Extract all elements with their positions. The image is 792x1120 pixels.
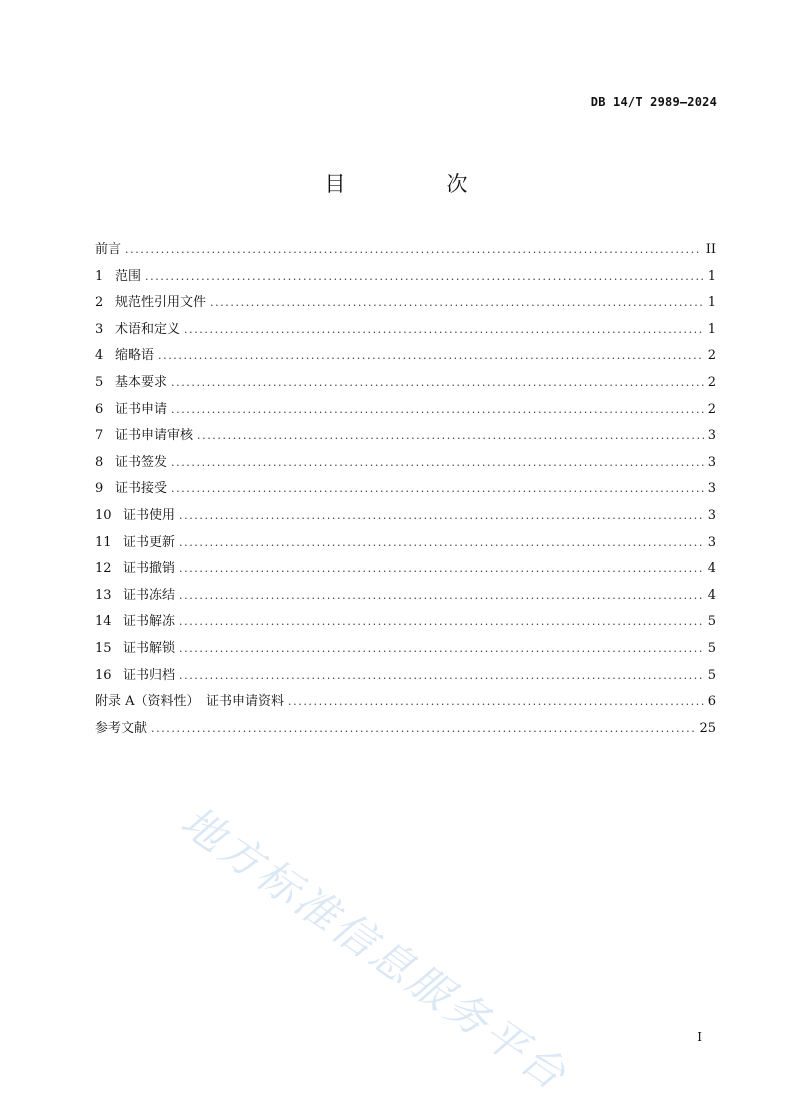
toc-entry-3[interactable] xyxy=(95,318,716,345)
toc-entry-number: 4 xyxy=(95,348,104,364)
toc-entry-page: 3 xyxy=(707,454,716,470)
toc-dot-leader xyxy=(171,403,704,416)
toc-dot-leader xyxy=(179,615,704,628)
toc-entry-6[interactable] xyxy=(95,398,716,425)
toc-dot-leader xyxy=(171,376,704,389)
toc-dot-leader xyxy=(210,296,704,309)
toc-entry-number: 3 xyxy=(95,321,104,337)
toc-entry-appendix-a[interactable] xyxy=(95,690,716,717)
toc-entry-page: 1 xyxy=(707,321,716,337)
toc-entry-label: 基本要求 xyxy=(115,374,168,390)
toc-dot-leader xyxy=(125,243,702,256)
toc-entry-label: 缩略语 xyxy=(115,348,155,364)
toc-entry-label: 证书接受 xyxy=(115,481,168,497)
toc-dot-leader xyxy=(197,429,704,442)
toc-entry-label: 附录 A（资料性） 证书申请资料 xyxy=(95,694,285,710)
table-of-contents xyxy=(95,238,716,743)
toc-entry-label: 证书签发 xyxy=(115,454,168,470)
toc-entry-page: 1 xyxy=(707,268,716,284)
toc-dot-leader xyxy=(288,695,704,708)
toc-entry-page: 5 xyxy=(707,640,716,656)
page-number: I xyxy=(697,1030,702,1044)
toc-entry-12[interactable] xyxy=(95,557,716,584)
toc-entry-number: 12 xyxy=(95,561,112,577)
toc-entry-page: 4 xyxy=(707,561,716,577)
toc-entry-number: 15 xyxy=(95,640,112,656)
toc-entry-number: 1 xyxy=(95,268,104,284)
toc-entry-label: 证书更新 xyxy=(123,534,176,550)
toc-entry-page: 5 xyxy=(707,667,716,683)
standard-code: DB 14/T 2989—2024 xyxy=(590,95,717,109)
toc-entry-10[interactable] xyxy=(95,504,716,531)
toc-entry-label: 证书解冻 xyxy=(123,614,176,630)
toc-entry-page: 3 xyxy=(707,507,716,523)
toc-entry-7[interactable] xyxy=(95,424,716,451)
toc-entry-label: 证书冻结 xyxy=(123,587,176,603)
toc-entry-page: 25 xyxy=(699,720,716,736)
toc-entry-page: 2 xyxy=(707,401,716,417)
toc-entry-number: 13 xyxy=(95,587,112,603)
toc-entry-5[interactable] xyxy=(95,371,716,398)
page-title: 目 次 xyxy=(324,172,508,196)
toc-entry-page: 4 xyxy=(707,587,716,603)
toc-entry-page: 3 xyxy=(707,428,716,444)
watermark: 地方标准信息服务平台 xyxy=(172,796,578,1101)
toc-dot-leader xyxy=(179,562,704,575)
toc-dot-leader xyxy=(179,509,704,522)
toc-entry-label: 术语和定义 xyxy=(115,321,181,337)
toc-entry-number: 5 xyxy=(95,374,104,390)
toc-entry-8[interactable] xyxy=(95,451,716,478)
toc-dot-leader xyxy=(179,536,704,549)
toc-entry-number: 10 xyxy=(95,507,112,523)
toc-entry-page: 2 xyxy=(707,374,716,390)
toc-entry-number: 7 xyxy=(95,428,104,444)
toc-dot-leader xyxy=(179,642,704,655)
toc-dot-leader xyxy=(171,482,704,495)
toc-entry-label: 规范性引用文件 xyxy=(115,295,207,311)
toc-entry-2[interactable] xyxy=(95,291,716,318)
toc-dot-leader xyxy=(158,349,704,362)
toc-entry-label: 证书解锁 xyxy=(123,640,176,656)
toc-entry-number: 8 xyxy=(95,454,104,470)
toc-entry-page: 2 xyxy=(707,348,716,364)
toc-dot-leader xyxy=(179,669,704,682)
toc-entry-label: 范围 xyxy=(115,268,142,284)
toc-entry-14[interactable] xyxy=(95,610,716,637)
toc-entry-number: 11 xyxy=(95,534,112,550)
toc-entry-4[interactable] xyxy=(95,344,716,371)
toc-entry-number: 2 xyxy=(95,295,104,311)
toc-entry-label: 证书撤销 xyxy=(123,561,176,577)
toc-entry-foreword[interactable] xyxy=(95,238,716,265)
toc-entry-page: 3 xyxy=(707,481,716,497)
toc-entry-number: 16 xyxy=(95,667,112,683)
toc-entry-15[interactable] xyxy=(95,637,716,664)
toc-entry-page: 1 xyxy=(707,295,716,311)
toc-dot-leader xyxy=(145,270,704,283)
toc-dot-leader xyxy=(184,323,704,336)
toc-dot-leader xyxy=(151,722,695,735)
toc-entry-bibliography[interactable] xyxy=(95,717,716,744)
toc-entry-page: 6 xyxy=(707,694,716,710)
toc-entry-label: 参考文献 xyxy=(95,720,148,736)
toc-entry-page: II xyxy=(705,242,716,257)
toc-entry-page: 3 xyxy=(707,534,716,550)
toc-dot-leader xyxy=(171,456,704,469)
toc-entry-label: 证书使用 xyxy=(123,507,176,523)
toc-entry-label: 证书申请 xyxy=(115,401,168,417)
toc-entry-16[interactable] xyxy=(95,664,716,691)
toc-entry-number: 6 xyxy=(95,401,104,417)
toc-entry-label: 证书申请审核 xyxy=(115,428,194,444)
toc-entry-11[interactable] xyxy=(95,531,716,558)
toc-entry-1[interactable] xyxy=(95,265,716,292)
toc-entry-label: 证书归档 xyxy=(123,667,176,683)
toc-entry-9[interactable] xyxy=(95,477,716,504)
toc-dot-leader xyxy=(179,589,704,602)
toc-entry-number: 9 xyxy=(95,481,104,497)
toc-entry-number: 14 xyxy=(95,614,112,630)
toc-entry-page: 5 xyxy=(707,614,716,630)
toc-entry-label: 前言 xyxy=(95,242,122,257)
toc-entry-13[interactable] xyxy=(95,584,716,611)
